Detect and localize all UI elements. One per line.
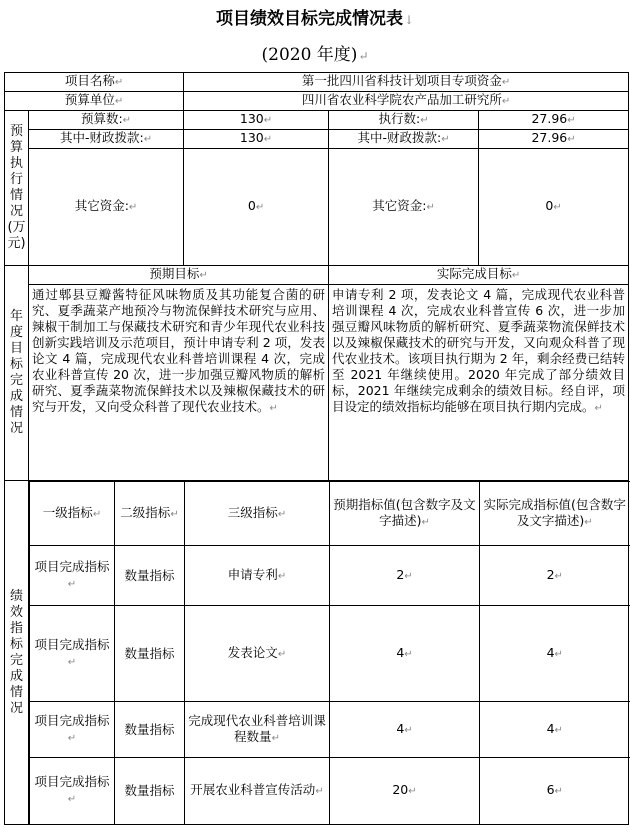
other-funds-budget-value: 0↵ — [184, 149, 329, 266]
expected-goal-header: 预期目标↵ — [29, 266, 329, 285]
indicator-actual: 6↵ — [480, 758, 630, 824]
indicator-level3: 开展农业科普宣传活动↵ — [185, 758, 330, 824]
project-name-label: 项目名称↵ — [5, 73, 184, 92]
other-funds-exec-value: 0↵ — [479, 149, 629, 266]
indicator-level2: 数量指标 — [115, 758, 185, 824]
budget-section-label: 预 算 执 行 情 况 (万元) — [5, 111, 29, 266]
indicator-expected: 4↵ — [330, 606, 480, 702]
indicator-level2: 数量指标 — [115, 606, 185, 702]
indicator-level3: 完成现代农业科普培训课程数量↵ — [185, 702, 330, 758]
annual-section-label: 年 度 目 标 完 成 情 况 — [5, 266, 29, 481]
page-title: 项目绩效目标完成情况表↓ — [215, 9, 415, 29]
level2-header: 二级指标↵ — [115, 482, 185, 546]
indicator-level1: 项目完成指标↵ — [30, 702, 115, 758]
indicator-expected: 20↵ — [330, 758, 480, 824]
indicator-row — [30, 758, 630, 824]
indicator-actual: 4↵ — [480, 702, 630, 758]
budget-unit-value: 四川省农业科学院农产品加工研究所↵ — [184, 92, 629, 111]
actual-value-header: 实际完成指标值(包含数字及文字描述)↵ — [480, 482, 630, 546]
indicator-row — [30, 606, 630, 702]
level3-header: 三级指标↵ — [185, 482, 330, 546]
exec-value: 27.96↵ — [479, 111, 629, 130]
project-name-value: 第一批四川省科技计划项目专项资金↵ — [184, 73, 629, 92]
budget-unit-label: 预算单位↵ — [5, 92, 184, 111]
indicator-table — [29, 481, 630, 824]
indicator-expected: 4↵ — [330, 702, 480, 758]
budget-value: 130↵ — [184, 111, 329, 130]
indicator-level1: 项目完成指标↵ — [30, 546, 115, 606]
indicator-level2: 数量指标 — [115, 546, 185, 606]
fiscal-exec-value: 27.96↵ — [479, 130, 629, 149]
indicator-actual: 4↵ — [480, 606, 630, 702]
indicator-level1: 项目完成指标↵ — [30, 758, 115, 824]
indicator-level2: 数量指标 — [115, 702, 185, 758]
indicator-expected: 2↵ — [330, 546, 480, 606]
expected-value-header: 预期指标值(包含数字及文字描述)↵ — [330, 482, 480, 546]
exec-label: 执行数:↵ — [329, 111, 479, 130]
indicator-row — [30, 702, 630, 758]
fiscal-exec-label: 其中-财政拨款:↵ — [329, 130, 479, 149]
fiscal-budget-value: 130↵ — [184, 130, 329, 149]
other-funds-label: 其它资金:↵ — [29, 149, 184, 266]
actual-goal-header: 实际完成目标↵ — [329, 266, 629, 285]
other-funds-exec-label: 其它资金:↵ — [329, 149, 479, 266]
level1-header: 一级指标↵ — [30, 482, 115, 546]
indicator-level3: 发表论文↵ — [185, 606, 330, 702]
performance-section-label: 绩 效 指 标 完 成 情 况 — [5, 481, 29, 825]
indicator-level1: 项目完成指标↵ — [30, 606, 115, 702]
indicator-row — [30, 546, 630, 606]
performance-table — [4, 72, 629, 825]
indicator-level3: 申请专利↵ — [185, 546, 330, 606]
actual-goal-text: 申请专利 2 项，发表论文 4 篇，完成现代农业科普培训课程 4 次，完成农业科普宣传 6 次，进一步加强豆瓣风味物质的解析研究、夏季蔬菜物流保鲜技术以及辣椒保藏技术的研究与开发，又向观众科普了现代农业技术。该项目执行期为 2 年，剩余经费已结转至 2021 年继续使用。2020 年完成了部分绩效目标，2021 年继续完成剩余的绩效目标。经自评，项目设定的绩效指标均能够在项目执行期内完成。↵ — [329, 285, 629, 481]
fiscal-budget-label: 其中-财政拨款:↵ — [29, 130, 184, 149]
page-subtitle: (2020 年度)↵ — [261, 45, 369, 65]
indicator-actual: 2↵ — [480, 546, 630, 606]
indicator-header-row — [30, 482, 630, 546]
expected-goal-text: 通过郫县豆瓣酱特征风味物质及其功能复合菌的研究、夏季蔬菜产地预冷与物流保鲜技术研究与应用、辣椒干制加工与保藏技术研究和青少年现代农业科技创新实践培训及示范项目，预计申请专利 2 项，发表论文 4 篇，完成现代农业科普培训课程 4 次，完成农业科普宣传 20 次，进一步加强豆瓣风物质的解析研究、夏季蔬菜物流保鲜技术以及辣椒保藏技术的研究与开发，又向受众科普了现代农业技术。↵ — [29, 285, 329, 481]
budget-label: 预算数:↵ — [29, 111, 184, 130]
